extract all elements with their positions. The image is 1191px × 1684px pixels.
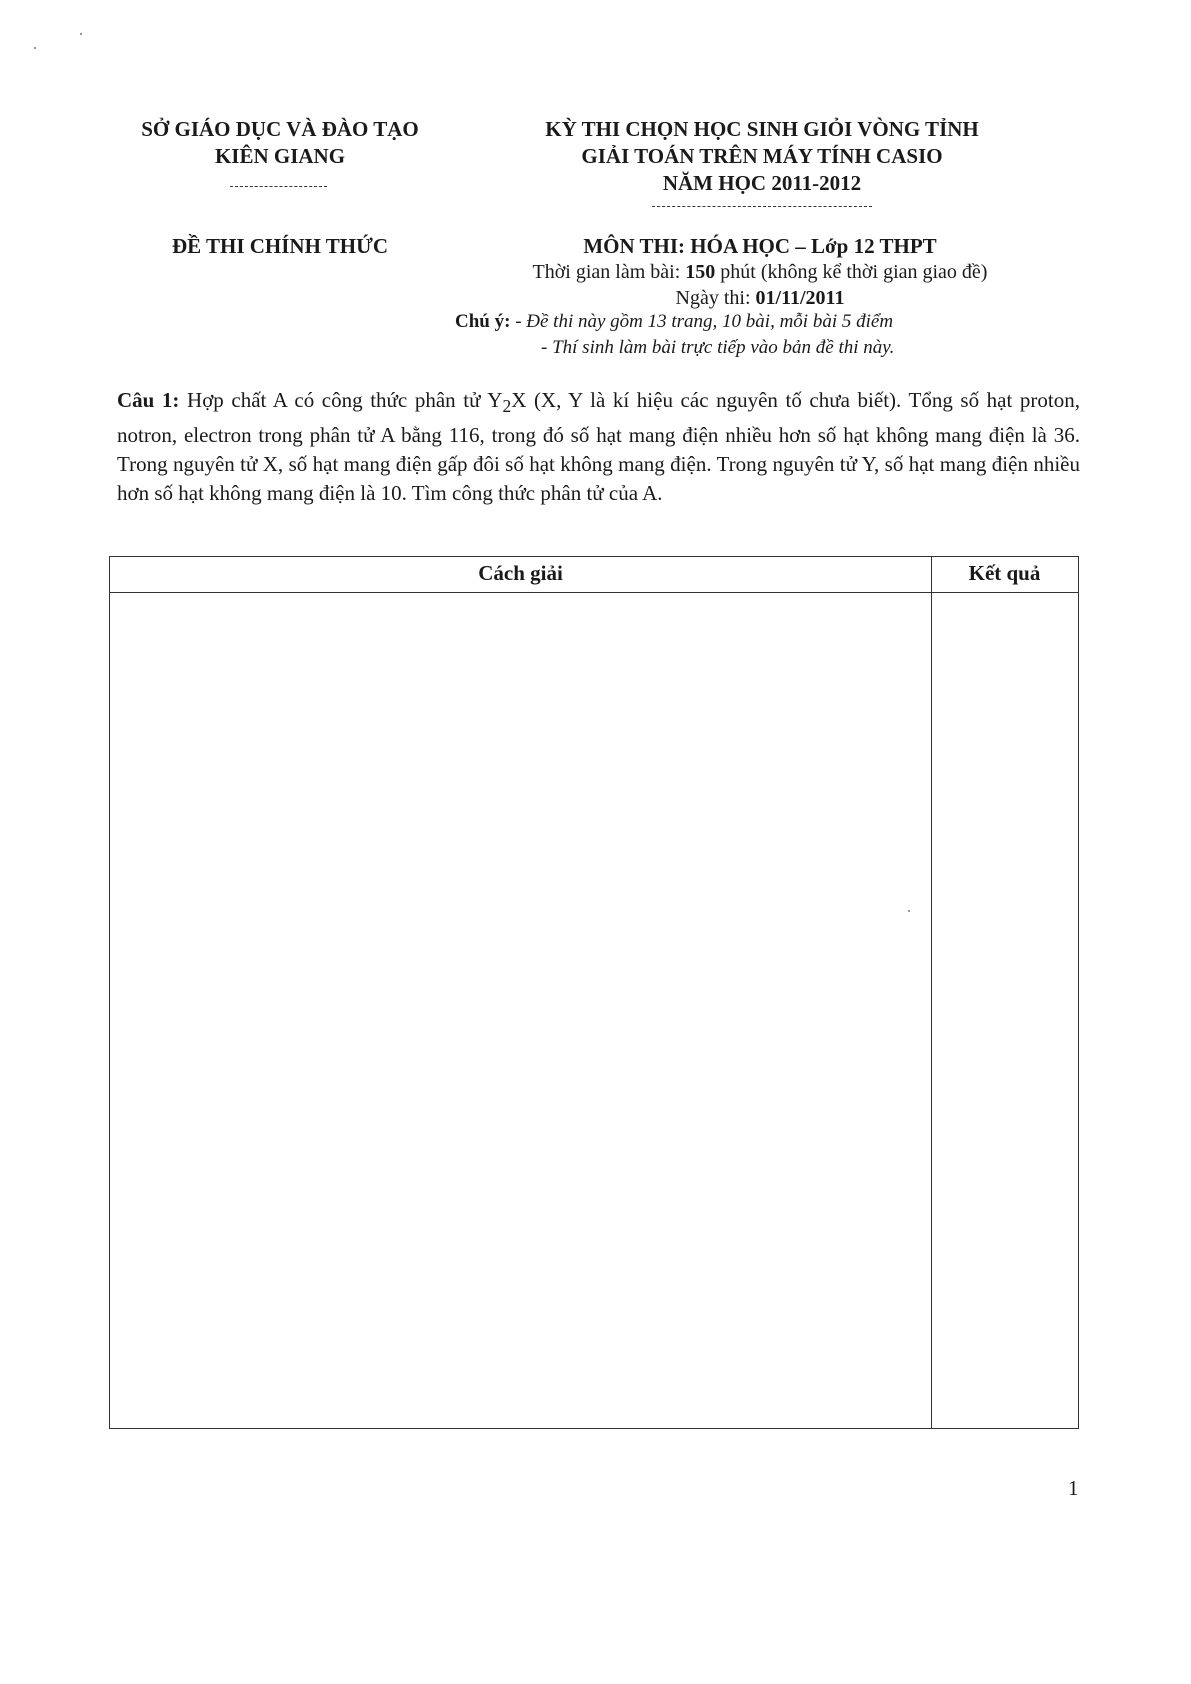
issuing-authority [110, 116, 450, 170]
exam-info [440, 233, 1080, 311]
exam-note [455, 309, 1015, 361]
authority-line-2: KIÊN GIANG [214, 144, 346, 168]
question-text-start: Hợp chất A có công thức phân tử Y [179, 388, 503, 412]
question-text-end: X (X, Y là kí hiệu các nguyên tố chưa biết). Tổng số hạt proton, notron, electron trong phân tử A bằng 116, trong đó số hạt mang điện nhiều hơn số hạt không mang điện là 36. Trong nguyên tử X, số hạt mang điện gấp đôi số hạt không mang điện. Trong nguyên tử Y, số hạt mang điện nhiều hơn số hạt không mang điện là 10. Tìm công thức phân tử của A. [117, 388, 1080, 506]
exam-title [482, 116, 1042, 197]
header-solution-method: Cách giải [478, 561, 563, 585]
date-value: 01/11/2011 [755, 287, 845, 309]
question-label: Câu 1: [117, 388, 180, 412]
question-1 [117, 386, 1080, 508]
duration-prefix: Thời gian làm bài: [532, 261, 686, 283]
left-header-rule [230, 186, 327, 187]
exam-title-line-3: NĂM HỌC 2011-2012 [662, 171, 862, 195]
result-cell[interactable] [932, 593, 1078, 1428]
note-item-2: - Thí sinh làm bài trực tiếp vào bản đề thi này. [541, 337, 895, 358]
answer-table [109, 556, 1079, 1429]
scan-speck [908, 910, 910, 912]
exam-title-line-2: GIẢI TOÁN TRÊN MÁY TÍNH CASIO [581, 144, 943, 168]
exam-duration [440, 259, 1080, 285]
header-result: Kết quả [968, 561, 1041, 585]
duration-suffix: phút (không kể thời gian giao đề) [715, 261, 988, 283]
scan-speck [80, 33, 82, 35]
formula-subscript: 2 [502, 396, 512, 417]
exam-title-line-1: KỲ THI CHỌN HỌC SINH GIỎI VÒNG TỈNH [545, 117, 979, 141]
duration-value: 150 [685, 261, 716, 283]
page-number: 1 [1068, 1476, 1079, 1500]
solution-method-cell[interactable] [110, 593, 931, 1428]
date-prefix: Ngày thi: [675, 287, 756, 309]
note-item-1: - Đề thi này gồm 13 trang, 10 bài, mỗi bài 5 điểm [515, 311, 894, 332]
exam-date [440, 285, 1080, 311]
note-line-1 [455, 309, 1015, 335]
right-header-rule [652, 206, 872, 207]
official-exam-label: ĐỀ THI CHÍNH THỨC [171, 234, 389, 258]
scan-speck [34, 47, 36, 49]
authority-line-1: SỞ GIÁO DỤC VÀ ĐÀO TẠO [141, 117, 419, 141]
note-label: Chú ý: [455, 311, 511, 332]
exam-subject: MÔN THI: HÓA HỌC – Lớp 12 THPT [583, 234, 937, 258]
